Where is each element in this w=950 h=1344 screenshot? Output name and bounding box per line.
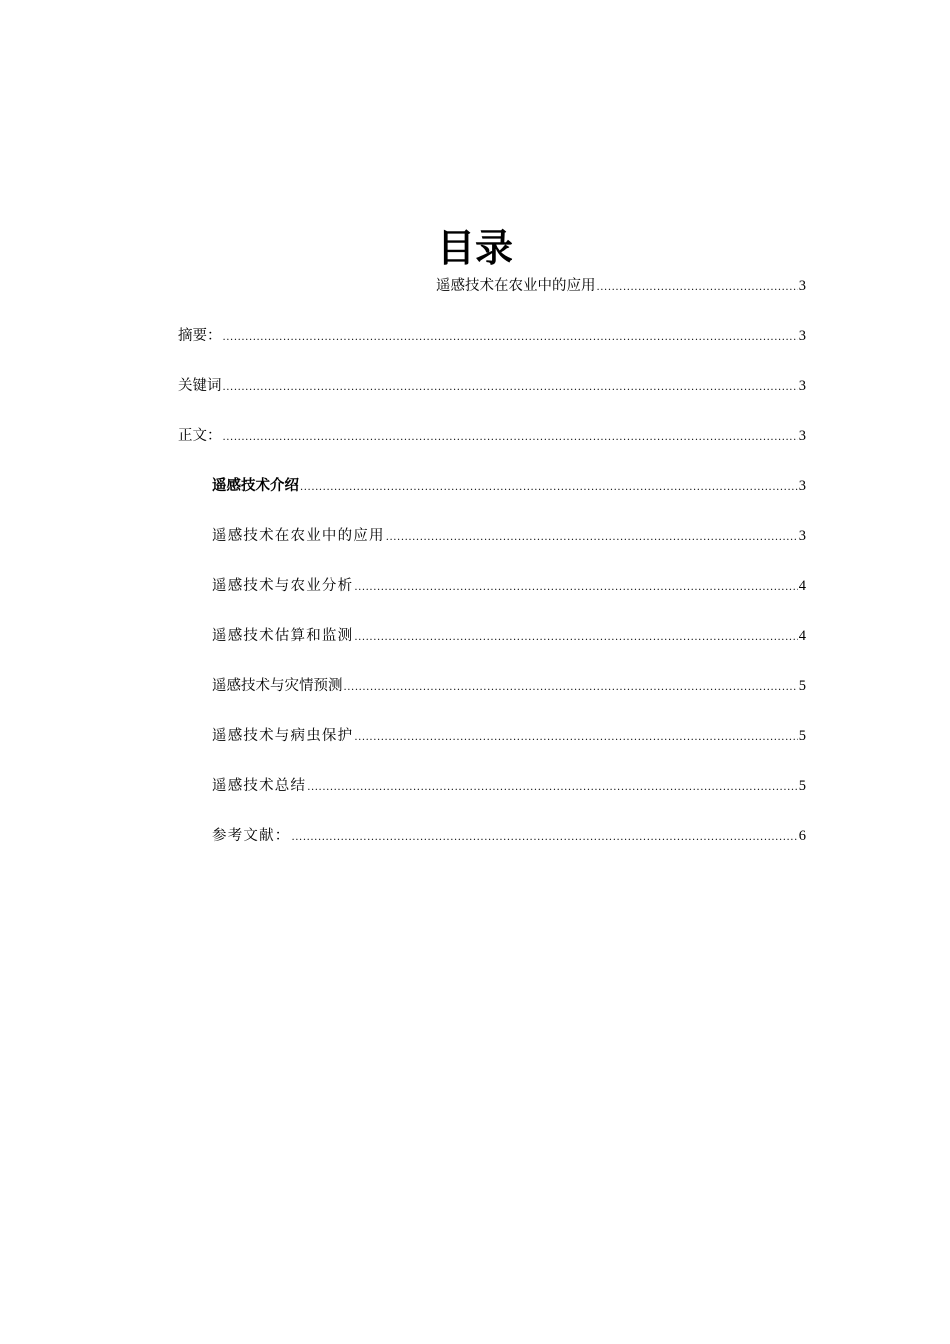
toc-page-number: 4 [798,578,806,594]
toc-entry-body[interactable] [178,426,806,448]
toc-entry-label: 遥感技术在农业中的应用 [436,278,596,294]
dot-leader [354,728,797,748]
toc-page-number: 4 [798,628,806,644]
toc-entry-keywords[interactable] [178,376,806,398]
toc-entry-label: 遥感技术估算和监测 [212,628,354,644]
toc-entry-label: 参考文献： [212,828,291,844]
toc-page-number: 3 [798,278,806,294]
toc-page-number: 3 [798,478,806,494]
toc-entry-estimation[interactable] [212,626,806,648]
dot-leader [223,328,798,348]
dot-leader [354,578,797,598]
toc-entry-application[interactable] [212,526,806,548]
dot-leader [223,428,798,448]
dot-leader [344,678,798,698]
toc-entry-references[interactable] [212,826,806,848]
toc-entry-pest[interactable] [212,726,806,748]
toc-page-number: 5 [798,728,806,744]
dot-leader [223,378,798,398]
dot-leader [307,778,798,798]
toc-entry-label: 摘要： [178,328,222,344]
toc-page-number: 3 [798,328,806,344]
toc-entry-label: 关键词 [178,378,222,394]
toc-entry-label: 遥感技术介绍 [212,478,299,494]
toc-page-number: 6 [798,828,806,844]
toc-entry-label: 遥感技术与灾情预测 [212,678,343,694]
toc-title: 目录 [436,226,513,270]
toc-page-number: 3 [798,378,806,394]
toc-page-number: 3 [798,428,806,444]
toc-entry-label: 遥感技术与农业分析 [212,578,354,594]
toc-entry-label: 遥感技术总结 [212,778,307,794]
toc-entry-label: 遥感技术在农业中的应用 [212,528,385,544]
toc-entry-main-title[interactable] [436,276,806,298]
toc-entry-analysis[interactable] [212,576,806,598]
toc-entry-abstract[interactable] [178,326,806,348]
dot-leader [597,278,798,298]
dot-leader [386,528,798,548]
toc-page-number: 5 [798,678,806,694]
dot-leader [300,478,798,498]
toc-entry-intro[interactable] [212,476,806,498]
toc-entry-disaster[interactable] [212,676,806,698]
dot-leader [354,628,797,648]
dot-leader [292,828,798,848]
toc-entry-label: 遥感技术与病虫保护 [212,728,354,744]
toc-page-number: 5 [798,778,806,794]
toc-page-number: 3 [798,528,806,544]
toc-entry-label: 正文： [178,428,222,444]
toc-entry-summary[interactable] [212,776,806,798]
